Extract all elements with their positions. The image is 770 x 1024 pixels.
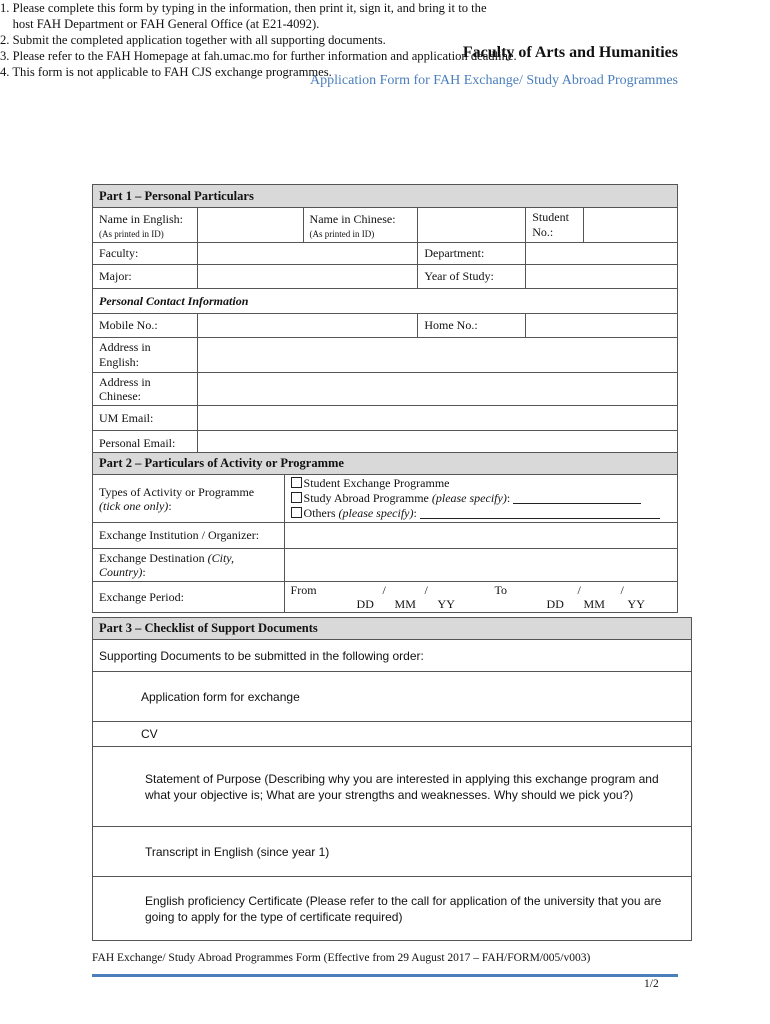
name-english-label: Name in English: (As printed in ID) — [93, 208, 198, 243]
mm-label: MM — [583, 597, 605, 611]
faculty-field[interactable] — [197, 243, 418, 265]
instructions-list — [0, 0, 770, 80]
footer-rule — [92, 974, 678, 977]
part3-table — [92, 617, 692, 941]
year-of-study-field[interactable] — [526, 265, 678, 289]
yy-label: YY — [627, 597, 645, 611]
faculty-label: Faculty: — [93, 243, 198, 265]
dd-label: DD — [546, 597, 564, 611]
dd-label: DD — [356, 597, 374, 611]
institution-field[interactable] — [284, 523, 677, 549]
yy-label: YY — [437, 597, 455, 611]
date-slash: / — [577, 583, 581, 597]
part1-header: Part 1 – Personal Particulars — [93, 185, 678, 208]
major-field[interactable] — [197, 265, 418, 289]
address-chinese-field[interactable] — [197, 373, 677, 406]
major-label: Major: — [93, 265, 198, 289]
personal-email-label: Personal Email: — [93, 431, 198, 456]
name-chinese-field[interactable] — [418, 208, 526, 243]
specify-line[interactable] — [420, 518, 660, 519]
name-chinese-label: Name in Chinese: (As printed in ID) — [303, 208, 418, 243]
part3-intro: Supporting Documents to be submitted in the following order: — [93, 640, 692, 672]
checklist-item: Application form for exchange — [93, 672, 692, 722]
address-chinese-label: Address in Chinese: — [93, 373, 198, 406]
contact-heading: Personal Contact Information — [93, 289, 678, 314]
date-slash: / — [620, 583, 624, 597]
part1-table — [92, 184, 678, 456]
home-no-label: Home No.: — [418, 314, 526, 338]
destination-field[interactable] — [284, 549, 677, 582]
date-slash: / — [382, 583, 386, 597]
option-study-abroad[interactable]: Study Abroad Programme (please specify): — [291, 491, 671, 506]
part2-table — [92, 452, 678, 613]
types-label: Types of Activity or Programme (tick one only): — [93, 475, 285, 523]
home-no-field[interactable] — [526, 314, 678, 338]
faculty-title: Faculty of Arts and Humanities — [462, 44, 678, 61]
form-title: Application Form for FAH Exchange/ Study Abroad Programmes — [310, 73, 678, 88]
date-slash: / — [424, 583, 428, 597]
student-no-field[interactable] — [584, 208, 678, 243]
student-no-label: Student No.: — [526, 208, 584, 243]
instruction-line: 1. Please complete this form by typing in the information, then print it, sign it, and bring it to the — [0, 1, 487, 15]
period-label: Exchange Period: — [93, 582, 285, 613]
department-label: Department: — [418, 243, 526, 265]
types-options — [284, 475, 677, 523]
option-others[interactable]: Others (please specify): — [291, 506, 671, 521]
name-english-field[interactable] — [197, 208, 303, 243]
checkbox[interactable] — [291, 507, 302, 518]
checklist-item: Statement of Purpose (Describing why you are interested in applying this exchange program and what your objective is; What are your strengths and weaknesses. Why should we pick you?) — [93, 747, 692, 827]
specify-line[interactable] — [513, 503, 641, 504]
page-number: 1/2 — [644, 978, 659, 990]
instruction-line: 4. This form is not applicable to FAH CJS exchange programmes. — [0, 65, 332, 79]
from-label: From — [290, 583, 317, 597]
period-field[interactable] — [284, 582, 677, 613]
checklist-item: CV — [93, 722, 692, 747]
year-of-study-label: Year of Study: — [418, 265, 526, 289]
institution-label: Exchange Institution / Organizer: — [93, 523, 285, 549]
address-english-field[interactable] — [197, 338, 677, 373]
destination-label: Exchange Destination (City, Country): — [93, 549, 285, 582]
department-field[interactable] — [526, 243, 678, 265]
instruction-line: host FAH Department or FAH General Office (at E21-4092). — [0, 17, 320, 31]
to-label: To — [494, 583, 508, 597]
checklist-item: Transcript in English (since year 1) — [93, 827, 692, 877]
checkbox[interactable] — [291, 492, 302, 503]
address-english-label: Address in English: — [93, 338, 198, 373]
mobile-label: Mobile No.: — [93, 314, 198, 338]
um-email-field[interactable] — [197, 406, 677, 431]
part3-header: Part 3 – Checklist of Support Documents — [93, 618, 692, 640]
checklist-item: English proficiency Certificate (Please refer to the call for application of the university that you are going to apply for the type of certificate required) — [93, 877, 692, 941]
instruction-line: 2. Submit the completed application together with all supporting documents. — [0, 33, 386, 47]
checkbox[interactable] — [291, 477, 302, 488]
option-student-exchange[interactable]: Student Exchange Programme — [291, 476, 671, 491]
um-email-label: UM Email: — [93, 406, 198, 431]
mobile-field[interactable] — [197, 314, 418, 338]
instruction-line: 3. Please refer to the FAH Homepage at fah.umac.mo for further information and application deadline. — [0, 49, 517, 63]
part2-header: Part 2 – Particulars of Activity or Programme — [93, 453, 678, 475]
footer-text: FAH Exchange/ Study Abroad Programmes Form (Effective from 29 August 2017 – FAH/FORM/005/v003) — [92, 952, 591, 964]
mm-label: MM — [394, 597, 416, 611]
